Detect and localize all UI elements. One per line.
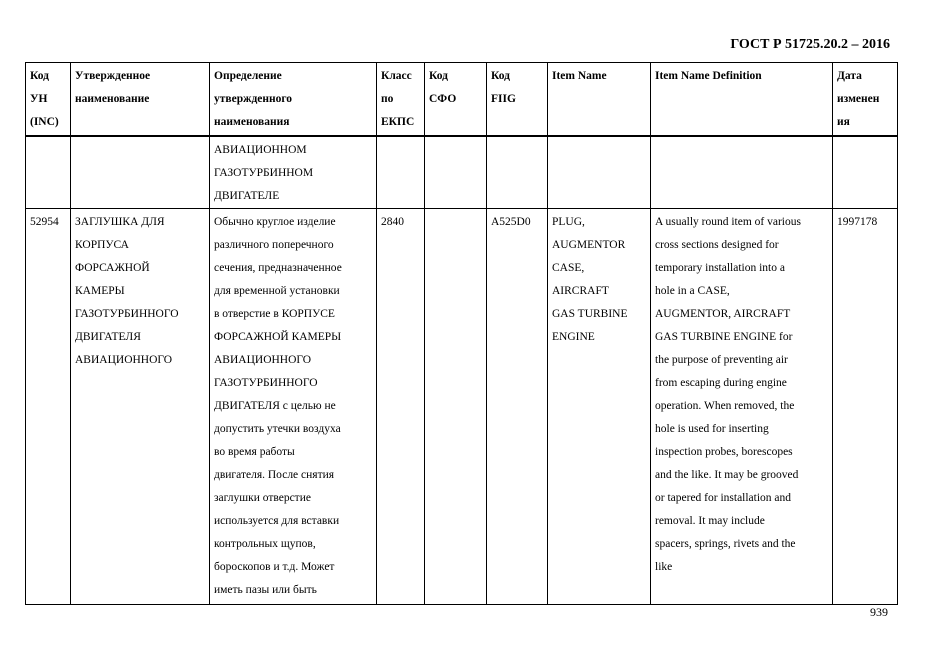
table-row: [26, 209, 898, 605]
cell-sfo: [425, 136, 487, 209]
cell-item-name: PLUG, AUGMENTOR CASE, AIRCRAFT GAS TURBINE ENGINE: [548, 209, 651, 605]
cell-item-name: [548, 136, 651, 209]
cell-inc: [26, 136, 71, 209]
cell-fiig: [487, 136, 548, 209]
document-header: ГОСТ Р 51725.20.2 – 2016: [730, 37, 890, 52]
cell-definition: Обычно круглое изделие различного поперечного сечения, предназначенное для временной установки в отверстие в КОРПУСЕ ФОРСАЖНОЙ КАМЕРЫ АВИАЦИОННОГО ГАЗОТУРБИННОГО ДВИГАТЕЛЯ с целью не допустить утечки воздуха во время работы двигателя. После снятия заглушки отверстие используется для вставки контрольных щупов, бороскопов и т.д. Может иметь пазы или быть: [210, 209, 377, 605]
cell-fiig: A525D0: [487, 209, 548, 605]
cell-approved-name: [71, 136, 210, 209]
cell-inc: 52954: [26, 209, 71, 605]
page-number: 939: [870, 605, 888, 619]
header-date: Дата изменен ия: [833, 63, 898, 137]
cell-sfo: [425, 209, 487, 605]
header-inc: Код УН (INC): [26, 63, 71, 137]
cell-definition: АВИАЦИОННОМ ГАЗОТУРБИННОМ ДВИГАТЕЛЕ: [210, 136, 377, 209]
header-sfo: Код СФО: [425, 63, 487, 137]
cell-class: [377, 136, 425, 209]
catalog-table: [25, 62, 898, 605]
header-definition: Определение утвержденного наименования: [210, 63, 377, 137]
cell-item-name-definition: A usually round item of various cross sections designed for temporary installation into a hole in a CASE, AUGMENTOR, AIRCRAFT GAS TURBINE ENGINE for the purpose of preventing air from escaping during engine operation. When removed, the hole is used for inserting inspection probes, borescopes and the like. It may be grooved or tapered for installation and removal. It may include spacers, springs, rivets and the like: [651, 209, 833, 605]
header-fiig: Код FIIG: [487, 63, 548, 137]
header-item-name-definition: Item Name Definition: [651, 63, 833, 137]
header-item-name: Item Name: [548, 63, 651, 137]
cell-date: 1997178: [833, 209, 898, 605]
cell-item-name-definition: [651, 136, 833, 209]
table-header-row: [26, 63, 898, 137]
header-approved-name: Утвержденное наименование: [71, 63, 210, 137]
continuation-row: [26, 136, 898, 209]
cell-class: 2840: [377, 209, 425, 605]
cell-approved-name: ЗАГЛУШКА ДЛЯ КОРПУСА ФОРСАЖНОЙ КАМЕРЫ ГАЗОТУРБИННОГО ДВИГАТЕЛЯ АВИАЦИОННОГО: [71, 209, 210, 605]
cell-date: [833, 136, 898, 209]
header-class: Класс по ЕКПС: [377, 63, 425, 137]
